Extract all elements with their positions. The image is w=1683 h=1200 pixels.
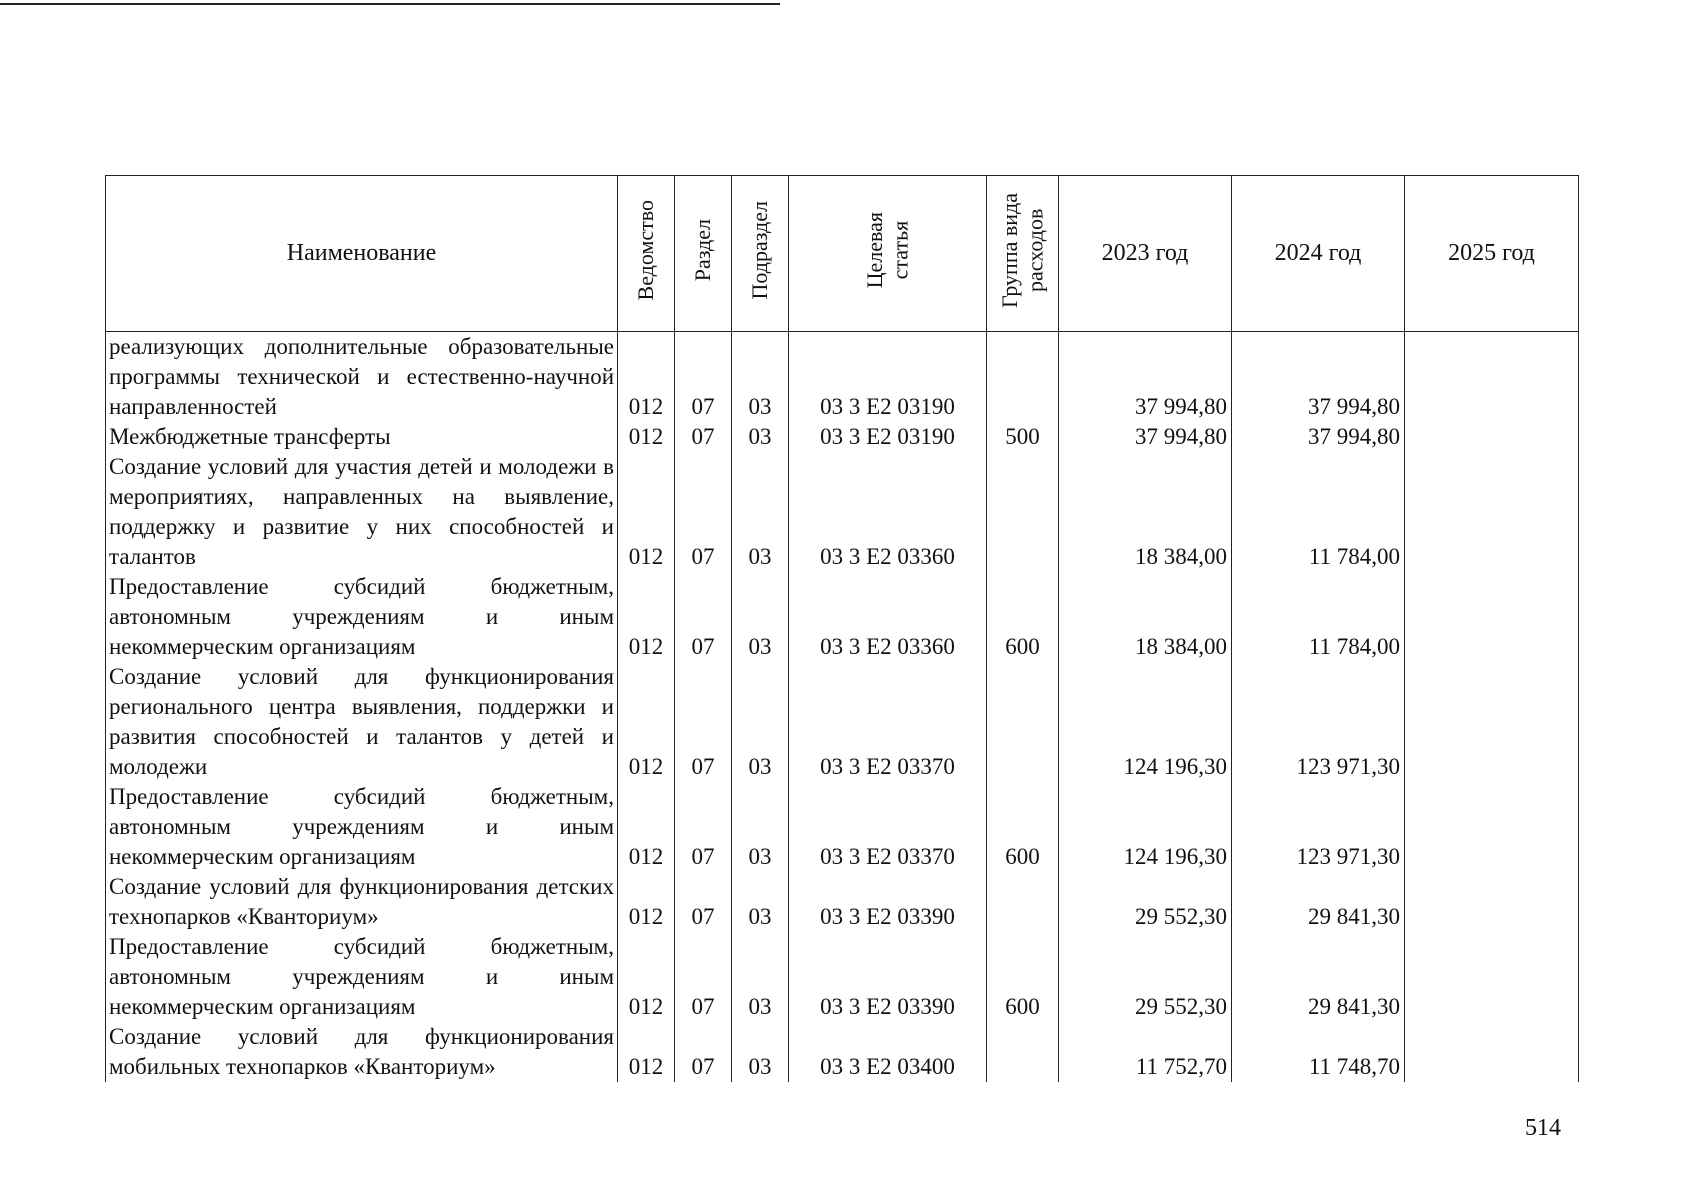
row-razdel: 07 (675, 422, 732, 452)
row-name: Предоставление субсидий бюджетным, автономным учреждениям и иным некоммерческим организациям (106, 932, 618, 1022)
row-vedomstvo: 012 (618, 572, 675, 662)
row-gruppa: 600 (987, 932, 1059, 1022)
row-podrazdel: 03 (732, 782, 789, 872)
budget-table (105, 175, 1579, 1082)
row-razdel: 07 (675, 452, 732, 572)
row-podrazdel: 03 (732, 1022, 789, 1082)
row-2025 (1405, 422, 1579, 452)
row-vedomstvo: 012 (618, 332, 675, 423)
row-razdel: 07 (675, 1022, 732, 1082)
row-celevaya-statya: 03 3 Е2 03400 (789, 1022, 987, 1082)
row-gruppa (987, 452, 1059, 572)
row-celevaya-statya: 03 3 Е2 03370 (789, 782, 987, 872)
row-razdel: 07 (675, 872, 732, 932)
row-2025 (1405, 782, 1579, 872)
row-podrazdel: 03 (732, 872, 789, 932)
table-row (106, 572, 1579, 662)
header-razdel: Раздел (675, 176, 732, 332)
row-2025 (1405, 932, 1579, 1022)
row-gruppa: 500 (987, 422, 1059, 452)
row-2023: 29 552,30 (1059, 872, 1232, 932)
row-2025 (1405, 572, 1579, 662)
row-podrazdel: 03 (732, 572, 789, 662)
row-gruppa: 600 (987, 572, 1059, 662)
row-gruppa (987, 872, 1059, 932)
row-razdel: 07 (675, 782, 732, 872)
row-2024: 37 994,80 (1232, 332, 1405, 423)
row-2025 (1405, 452, 1579, 572)
row-2023: 18 384,00 (1059, 572, 1232, 662)
table-row (106, 422, 1579, 452)
row-name: Межбюджетные трансферты (106, 422, 618, 452)
row-gruppa: 600 (987, 782, 1059, 872)
row-podrazdel: 03 (732, 422, 789, 452)
row-vedomstvo: 012 (618, 782, 675, 872)
page-number: 514 (1525, 1115, 1561, 1141)
row-gruppa (987, 1022, 1059, 1082)
row-name: Создание условий для функционирования мобильных технопарков «Кванториум» (106, 1022, 618, 1082)
row-celevaya-statya: 03 3 Е2 03190 (789, 422, 987, 452)
row-2024: 123 971,30 (1232, 662, 1405, 782)
row-vedomstvo: 012 (618, 662, 675, 782)
row-2025 (1405, 1022, 1579, 1082)
row-vedomstvo: 012 (618, 872, 675, 932)
table-row (106, 872, 1579, 932)
header-vedomstvo: Ведомство (618, 176, 675, 332)
row-razdel: 07 (675, 662, 732, 782)
row-2024: 11 748,70 (1232, 1022, 1405, 1082)
header-2023: 2023 год (1059, 176, 1232, 332)
row-podrazdel: 03 (732, 662, 789, 782)
row-vedomstvo: 012 (618, 1022, 675, 1082)
row-2024: 29 841,30 (1232, 872, 1405, 932)
row-2023: 37 994,80 (1059, 332, 1232, 423)
row-2024: 11 784,00 (1232, 572, 1405, 662)
row-2025 (1405, 662, 1579, 782)
row-2023: 11 752,70 (1059, 1022, 1232, 1082)
row-celevaya-statya: 03 3 Е2 03390 (789, 932, 987, 1022)
row-2024: 11 784,00 (1232, 452, 1405, 572)
row-vedomstvo: 012 (618, 932, 675, 1022)
row-vedomstvo: 012 (618, 452, 675, 572)
header-2024: 2024 год (1232, 176, 1405, 332)
row-name: Создание условий для участия детей и молодежи в мероприятиях, направленных на выявление, поддержку и развитие у них способностей и талантов (106, 452, 618, 572)
header-celevaya-statya: Целевая статья (789, 176, 987, 332)
row-2025 (1405, 872, 1579, 932)
row-celevaya-statya: 03 3 Е2 03190 (789, 332, 987, 423)
row-name: Предоставление субсидий бюджетным, автономным учреждениям и иным некоммерческим организациям (106, 572, 618, 662)
row-2023: 37 994,80 (1059, 422, 1232, 452)
header-name: Наименование (106, 176, 618, 332)
header-gruppa-vida-rashodov: Группа вида расходов (987, 176, 1059, 332)
row-podrazdel: 03 (732, 332, 789, 423)
row-celevaya-statya: 03 3 Е2 03360 (789, 452, 987, 572)
row-2023: 124 196,30 (1059, 662, 1232, 782)
table-row (106, 932, 1579, 1022)
row-gruppa (987, 332, 1059, 423)
row-vedomstvo: 012 (618, 422, 675, 452)
header-2025: 2025 год (1405, 176, 1579, 332)
row-name: Создание условий для функционирования регионального центра выявления, поддержки и развития способностей и талантов у детей и молодежи (106, 662, 618, 782)
row-podrazdel: 03 (732, 932, 789, 1022)
row-name: Создание условий для функционирования детских технопарков «Кванториум» (106, 872, 618, 932)
table-row (106, 332, 1579, 423)
row-2025 (1405, 332, 1579, 423)
header-podrazdel: Подраздел (732, 176, 789, 332)
row-name: реализующих дополнительные образовательные программы технической и естественно-научной направленностей (106, 332, 618, 423)
row-name: Предоставление субсидий бюджетным, автономным учреждениям и иным некоммерческим организациям (106, 782, 618, 872)
row-razdel: 07 (675, 932, 732, 1022)
row-gruppa (987, 662, 1059, 782)
table-header (106, 176, 1579, 332)
row-celevaya-statya: 03 3 Е2 03360 (789, 572, 987, 662)
row-2024: 37 994,80 (1232, 422, 1405, 452)
row-2024: 123 971,30 (1232, 782, 1405, 872)
row-celevaya-statya: 03 3 Е2 03390 (789, 872, 987, 932)
row-2023: 124 196,30 (1059, 782, 1232, 872)
table-row (106, 452, 1579, 572)
table-row (106, 782, 1579, 872)
row-celevaya-statya: 03 3 Е2 03370 (789, 662, 987, 782)
table-row (106, 1022, 1579, 1082)
top-rule (0, 3, 780, 5)
row-razdel: 07 (675, 572, 732, 662)
row-razdel: 07 (675, 332, 732, 423)
row-2024: 29 841,30 (1232, 932, 1405, 1022)
table-body (106, 332, 1579, 1083)
row-2023: 29 552,30 (1059, 932, 1232, 1022)
row-2023: 18 384,00 (1059, 452, 1232, 572)
table-row (106, 662, 1579, 782)
row-podrazdel: 03 (732, 452, 789, 572)
